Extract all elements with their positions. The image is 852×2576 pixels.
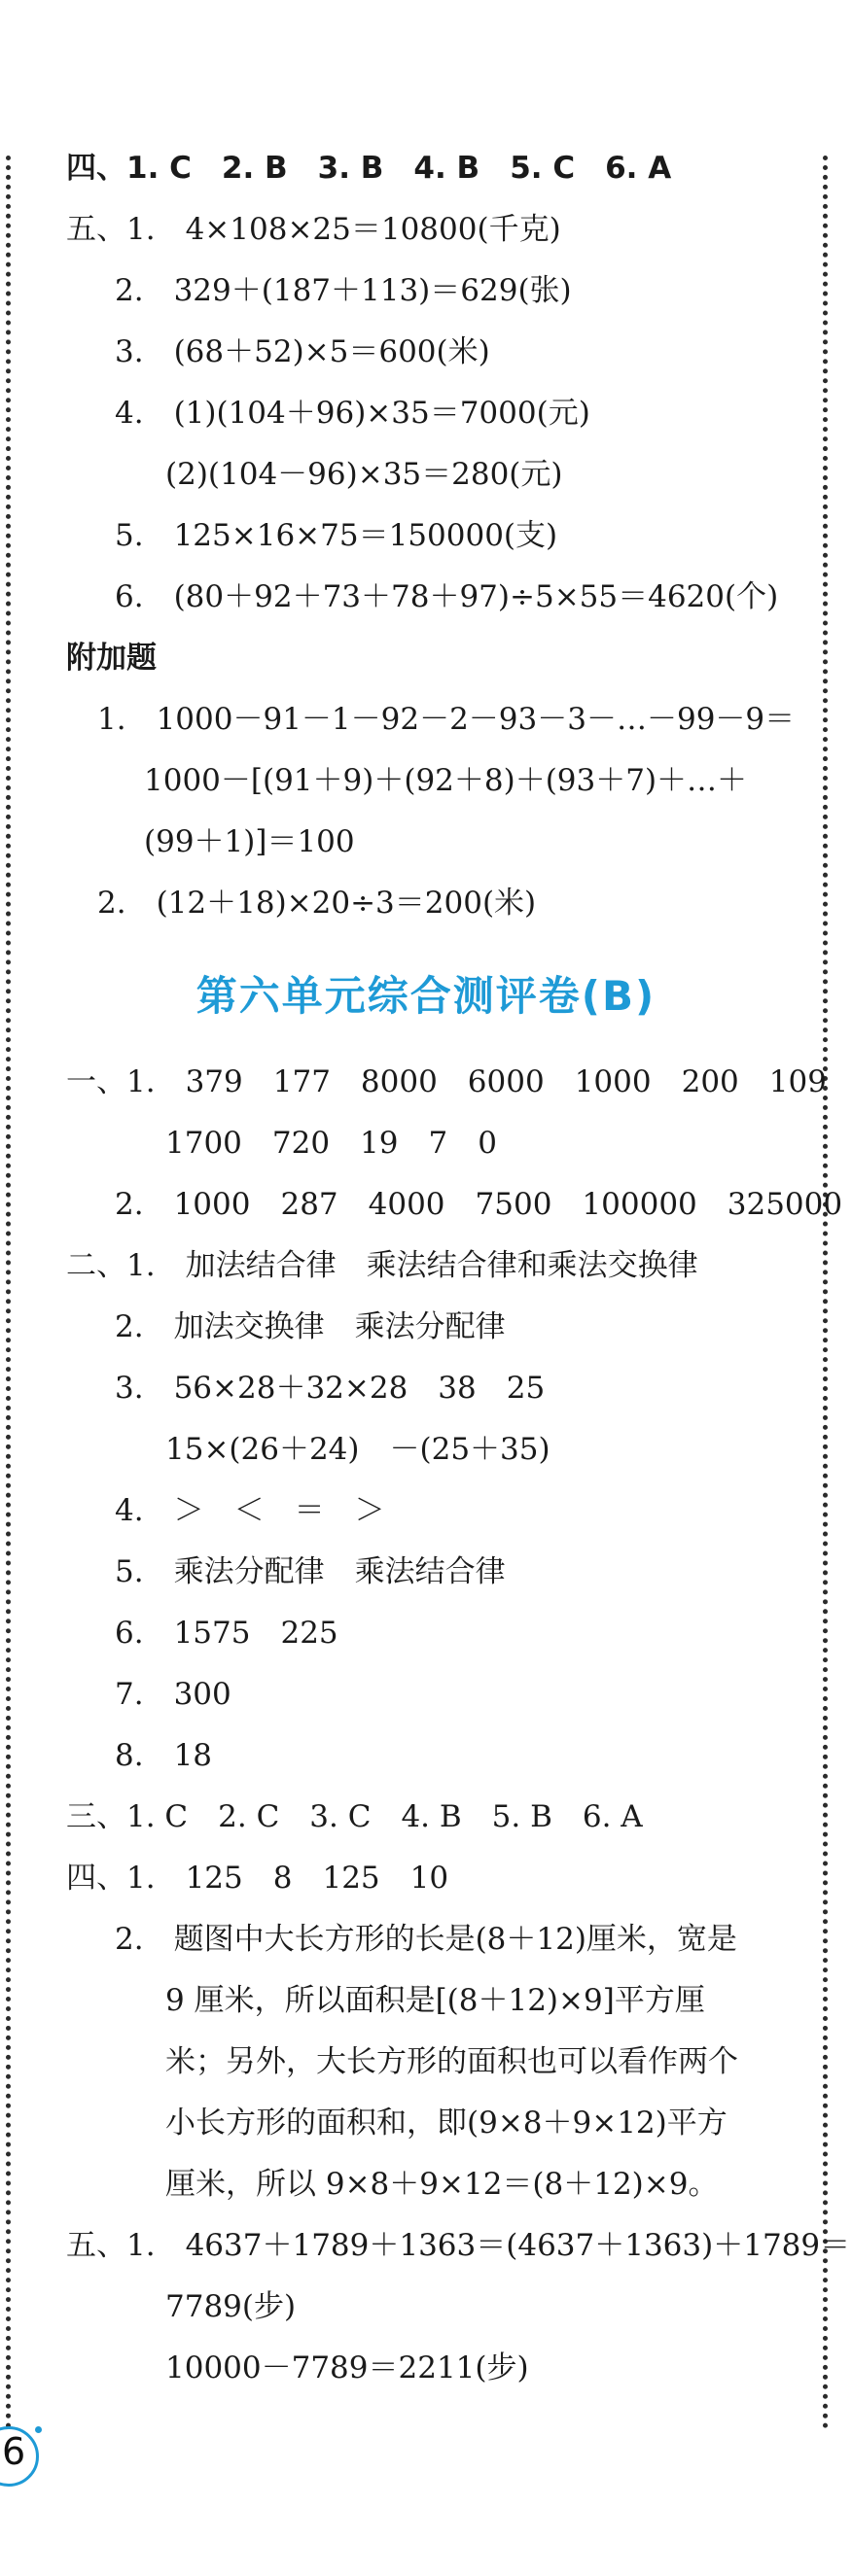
answer-line: 二、1. 加法结合律 乘法结合律和乘法交换律 (66, 1248, 698, 1283)
section-title: 第六单元综合测评卷(B) (195, 972, 657, 1020)
answer-line: 厘米，所以 9×8＋9×12＝(8＋12)×9。 (165, 2167, 719, 2202)
answer-line: 10000－7789＝2211(步) (165, 2350, 529, 2385)
left-dotted-border (6, 156, 11, 2430)
answer-line: 4. ＞ ＜ ＝ ＞ (115, 1493, 385, 1528)
answer-line: 五、1. 4×108×25＝10800(千克) (66, 212, 561, 247)
answer-line: (99＋1)]＝100 (144, 824, 355, 859)
answer-line: 2. 题图中大长方形的长是(8＋12)厘米，宽是 (115, 1922, 737, 1957)
answer-line: 2. 1000 287 4000 7500 100000 325000 (115, 1187, 843, 1222)
answer-line: 2. 329＋(187＋113)＝629(张) (115, 273, 572, 308)
answer-line: 一、1. 379 177 8000 6000 1000 200 109 (66, 1064, 827, 1099)
answer-line: 1700 720 19 7 0 (165, 1126, 497, 1161)
section-heading: 附加题 (66, 641, 157, 676)
answer-line: 3. 56×28＋32×28 38 25 (115, 1371, 546, 1406)
right-dotted-border (823, 156, 828, 2430)
answer-line: 7789(步) (165, 2289, 297, 2324)
answer-line: 6. 1575 225 (115, 1616, 338, 1651)
answer-line: 6. (80＋92＋73＋78＋97)÷5×55＝4620(个) (115, 579, 779, 614)
answer-line: 2. (12＋18)×20÷3＝200(米) (97, 886, 537, 921)
answer-line: 8. 18 (115, 1738, 213, 1773)
answer-line: 三、1. C 2. C 3. C 4. B 5. B 6. A (66, 1799, 643, 1834)
answer-line: 1. 1000－91－1－92－2－93－3－…－99－9＝ (97, 702, 796, 737)
answer-line: 小长方形的面积和，即(9×8＋9×12)平方 (165, 2106, 728, 2141)
badge-dot (35, 2426, 42, 2433)
answer-line: 3. (68＋52)×5＝600(米) (115, 334, 490, 369)
page-number: 6 (2, 2430, 26, 2473)
answer-line: 米；另外，大长方形的面积也可以看作两个 (165, 2044, 738, 2079)
answer-line: 5. 125×16×75＝150000(支) (115, 518, 558, 553)
answer-line: 1000－[(91＋9)＋(92＋8)＋(93＋7)＋…＋ (144, 763, 748, 798)
answer-line: 四、1. 125 8 125 10 (66, 1861, 449, 1896)
answer-line: 4. (1)(104＋96)×35＝7000(元) (115, 396, 590, 431)
answer-line: 5. 乘法分配律 乘法结合律 (115, 1554, 506, 1589)
answer-line: 2. 加法交换律 乘法分配律 (115, 1309, 506, 1344)
answer-line: (2)(104－96)×35＝280(元) (165, 457, 563, 492)
answer-line: 15×(26＋24) －(25＋35) (165, 1432, 550, 1467)
answer-line: 五、1. 4637＋1789＋1363＝(4637＋1363)＋1789＝ (66, 2228, 851, 2263)
answer-line: 四、1. C 2. B 3. B 4. B 5. C 6. A (66, 151, 672, 186)
answer-line: 9 厘米，所以面积是[(8＋12)×9]平方厘 (165, 1983, 705, 2018)
answer-line: 7. 300 (115, 1677, 231, 1712)
